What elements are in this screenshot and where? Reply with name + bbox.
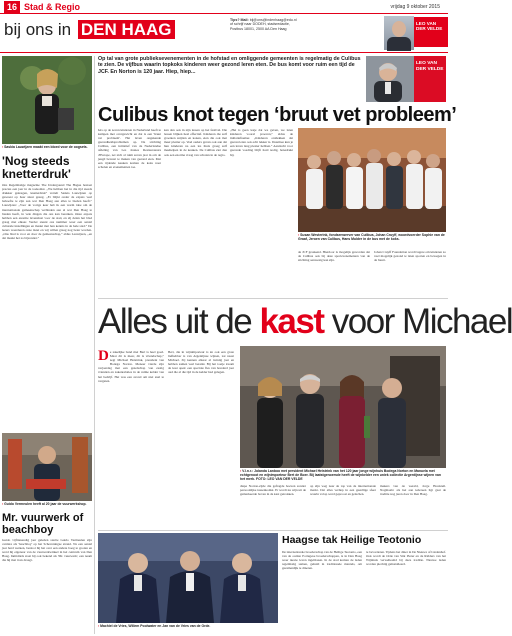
kast-headline-highlight: kast	[259, 302, 324, 341]
tips-block	[230, 18, 380, 31]
sidebar-photo-caption-2: ▪ Guido Vermeulen heeft al 20 jaar de vuurwerkshop.	[2, 502, 87, 506]
section-divider-1	[98, 298, 448, 299]
sidebar-headline-2: Mr. vuurwerk of beachboy	[2, 512, 84, 536]
sidebar-photo-saskia	[2, 56, 92, 144]
kast-headline-part-2: voor Michael	[323, 302, 512, 341]
page-title-city: DEN HAAG	[78, 20, 175, 39]
column-divider	[94, 56, 95, 634]
kast-text-column-5: makers van de wereld, Jorge Houtsteil. Nogmaals: als het aan iedereen ligt gaat de traditie nog jaren door in Den Haag.	[380, 484, 446, 497]
lead-photo-culibus-group	[298, 128, 446, 232]
bottom-headline: Haagse tak Heilige Teotonio	[282, 534, 422, 546]
page-number: 16	[4, 1, 20, 13]
lead-text-column-4: de JCF graakend. Hierdoor is mogelijk geworden dat de Culibus ook bij deze sportevenementen van de stichting aanwezig kan zijn.	[298, 250, 370, 263]
lead-text-column-2: kan dan ook in zijn lessen op het festival. Die lessen blijken heel effectief. Kinderen die zelf groenten snijden en koken, eten die ook met meer plezier op. Veel ouders geven ook aan dat hun kinderen na een les thuis graag zelf meehelpen in de keuken. De Culibus ziet dan ook een enorme vraag van scholen in de regio.	[164, 128, 227, 157]
kast-photo-caption: ▪ V.l.n.r.: Jolanda Lanboo met president Michael Heistrink van het 120 jaar jonge wijnhuis Bodega Norton en Manuela met echtgenoot en wijnimporteur Bert de Boer. Bij laatstgenoemde heeft de wijnkelder een uniek collectie Argentijnse wijnen van het merk. FOTO: LEO VAN DER VELDE	[240, 469, 441, 482]
bottom-photo-caption: ▪ Machiel de Vries, Willem Poolwater en Jan van de Vries van de Orde.	[98, 624, 211, 628]
section-label: Stad & Regio	[24, 2, 81, 12]
sidebar-article-1-text: Ons Regelmatige magazine The Undergound The Hague bestaat precies een jaar in de toekomst. „We hebben het in die tijd steeds drukker gekregen, knetterdruk” vertelt Saskia Lauwijzen op geweest op haar stuur gezeg. „Er blijkt onder de expats veel behoefte te zijn aan wat Den Haag aan alles te bieden heeft.” Lauwijzen: „Voor de vorige keer heb ik een warm idee om de internationale gemeenschap verbinden aan al wat Den Haag te bieden heeft, in vele dingen die ons kan bereiken. Onze expats hebben een enorme levenslust voor de stad, en zij delen het blad graag met elkaar. Verder steunt ons nummer weer een aantal culturele instellingen en maakt met hen kennis in de hele stad.” De lezers waarderen onze inzet en wij willen graag nog beter worden. „Ons blad is voor en door de gemeenschap,” aldus Lauwijzen, „en dat maakt het zo bijzonder.”	[2, 183, 92, 241]
sidebar-photo-caption-1: ▪ Saskia Lauwijzen maakt een bloed voor de oogsets.	[2, 145, 88, 149]
sidebar-photo-guido	[2, 433, 92, 501]
kast-text-column-3: diepe Norton-zijde die gefragde hoeven zonder persoonlijke tussenkomst. Er wordt nu wijn uit de gemarkeerde boven in de kast getrokken.	[240, 484, 306, 497]
header-divider	[0, 52, 448, 53]
sidebar-article-2-text: Guido vijftienendig jaar geleden startte Guido Vermeulen zijn carrière als 'beachboy' op het Scheveningse strand. Na een aantal jaar hard werken, besloot hij het over een andere boeg te gooien en werd hij eigenaar van de vuurwerkwinkel in het centrum van Den Haag. Inmiddels staat hij ook bekend als 'Mr. vuurwerk', een naam die hij met trots draagt.	[2, 538, 92, 563]
lead-text-column-1: Iets op de zeven kinderen in Nederland heeft te kampen met overgewicht en dat is een 'bruut vet probleem'. Het leven ongekende gezondheidsproblemen op. De stichting Culibus, een initiatief van de Nederlandse afdeling van Les Jeunes Restaurateurs d'Europe, zet zich al ruim zeven jaar in om de jeugd bewust te maken van gezond eten. Met een rijdende keuken komen de koks naar scholen en evenementen toe.	[98, 128, 161, 169]
sidebar-headline-1: 'Nog steeds knetterdruk'	[2, 154, 71, 181]
lead-photo-caption: ▪ Susan Westerink, fondsenwerver van Culibus, Johan Cruyff, woordvoerder Sophie van de Graaf, Jeroen van Culibus, Hans Mulder in de bus met de koks.	[298, 233, 445, 242]
kast-text-column-4: op zijn weg naar de top van de internationale markt. Dat alles verliep in een gezellige sfeer waarin volop werd geproost en gelachen.	[310, 484, 376, 497]
lead-headline: Culibus knot tegen ‘bruut vet probleem’	[98, 104, 457, 126]
tips-address-line2: Postbus 18001, 2500 AA Den Haag	[230, 26, 287, 31]
page-title	[4, 17, 175, 43]
kast-headline-part-1: Alles uit de	[98, 302, 260, 341]
kast-dropcap: D	[98, 348, 109, 364]
bottom-text-column-1: De internationale broederschap van de Heilige Teotonio, een van de oudste Portugese broederschappen, is in Den Haag weer nieuw leven ingeblazen. In de stad komen de leden regelmatig samen, gehuld in traditionele mantels, om gezamenlijk te dineren.	[282, 550, 362, 571]
lead-intro: Op tal van grote publieksevenementen in de hofstad en omliggende gemeenten is regelmatig de Culibus te zien. De vijfbus waarin topkoks kinderen weer gezond leren eten. De bus komt voor ruim een tijd de JCF. En Norton is 120 jaar. Hiep, hiep...	[98, 56, 361, 75]
kast-text-column-1: De zakelijke band met Bert is heel goed. Maar dit is meer, dit is vriendschap,” zegt Michael Heistrink, president van Bodega Norton. Meneer vierde zijn verjaardag met een gezelschap van zestig vrienden en zakenrelaties in de ruime kelder van het bedrijf. Het was een avond om niet snel te vergeten.	[98, 348, 164, 383]
lead-text-column-5: Johan Cruyff Foundation wordt lagere om kinderen zo veel mogelijk gezond te laten sporten en bewegen in de buurt.	[374, 250, 446, 263]
lead-text-column-3: „Het is geen lesje dat we geven, we laten kinderen vooral proeven,” aldus de initiatiefnemer. „Kinderen ontdekken dat gezond eten ook echt lekker is. Daarmee kun je een leven lang plezier hebben.” Aandacht voor gezonde voeding blijft hard nodig, benadrukt hij.	[230, 128, 293, 157]
tips-label: Tips? Mail:	[230, 18, 250, 22]
kast-photo-group	[240, 346, 446, 468]
columnist-label: LEO VAN DER VELDE	[414, 56, 446, 102]
author-tag: LEO VAN DER VELDE	[414, 17, 448, 47]
issue-date: vrijdag 9 oktober 2015	[390, 4, 440, 10]
bottom-photo-brotherhood	[98, 533, 278, 623]
kast-headline	[98, 300, 512, 344]
author-portrait	[384, 16, 414, 50]
page-title-prefix: bij ons in	[4, 20, 72, 39]
kast-text-column-2: Bert, die in wijnimporteur is én ook een grote liefhebber is van Argentijnse wijnen, zat naast Michael. Zij kennen elkaar al twintig jaar en hebben samen veel bereikt. Bij het toetje kwam de kast open: een speciale fles van honderd jaar oud die al die tijd in de kelder had gelegen.	[168, 350, 234, 375]
section-divider-2	[98, 530, 448, 531]
bottom-text-column-2: te bevorderen. Tijdens het diner in De Nieuwe of Lindenhof. Ook wordt de Orde van Sint Pieter en de Ridders van het Wijnhuis verwelkomd bij deze traditie. Nieuwe leden worden plechtig geïnstalleerd.	[366, 550, 446, 567]
tips-address-line1: of schrijf naar DODEH, stadsredactie,	[230, 22, 290, 27]
tips-email[interactable]: bij@ons@indenhaag@edu.nl	[249, 18, 297, 22]
